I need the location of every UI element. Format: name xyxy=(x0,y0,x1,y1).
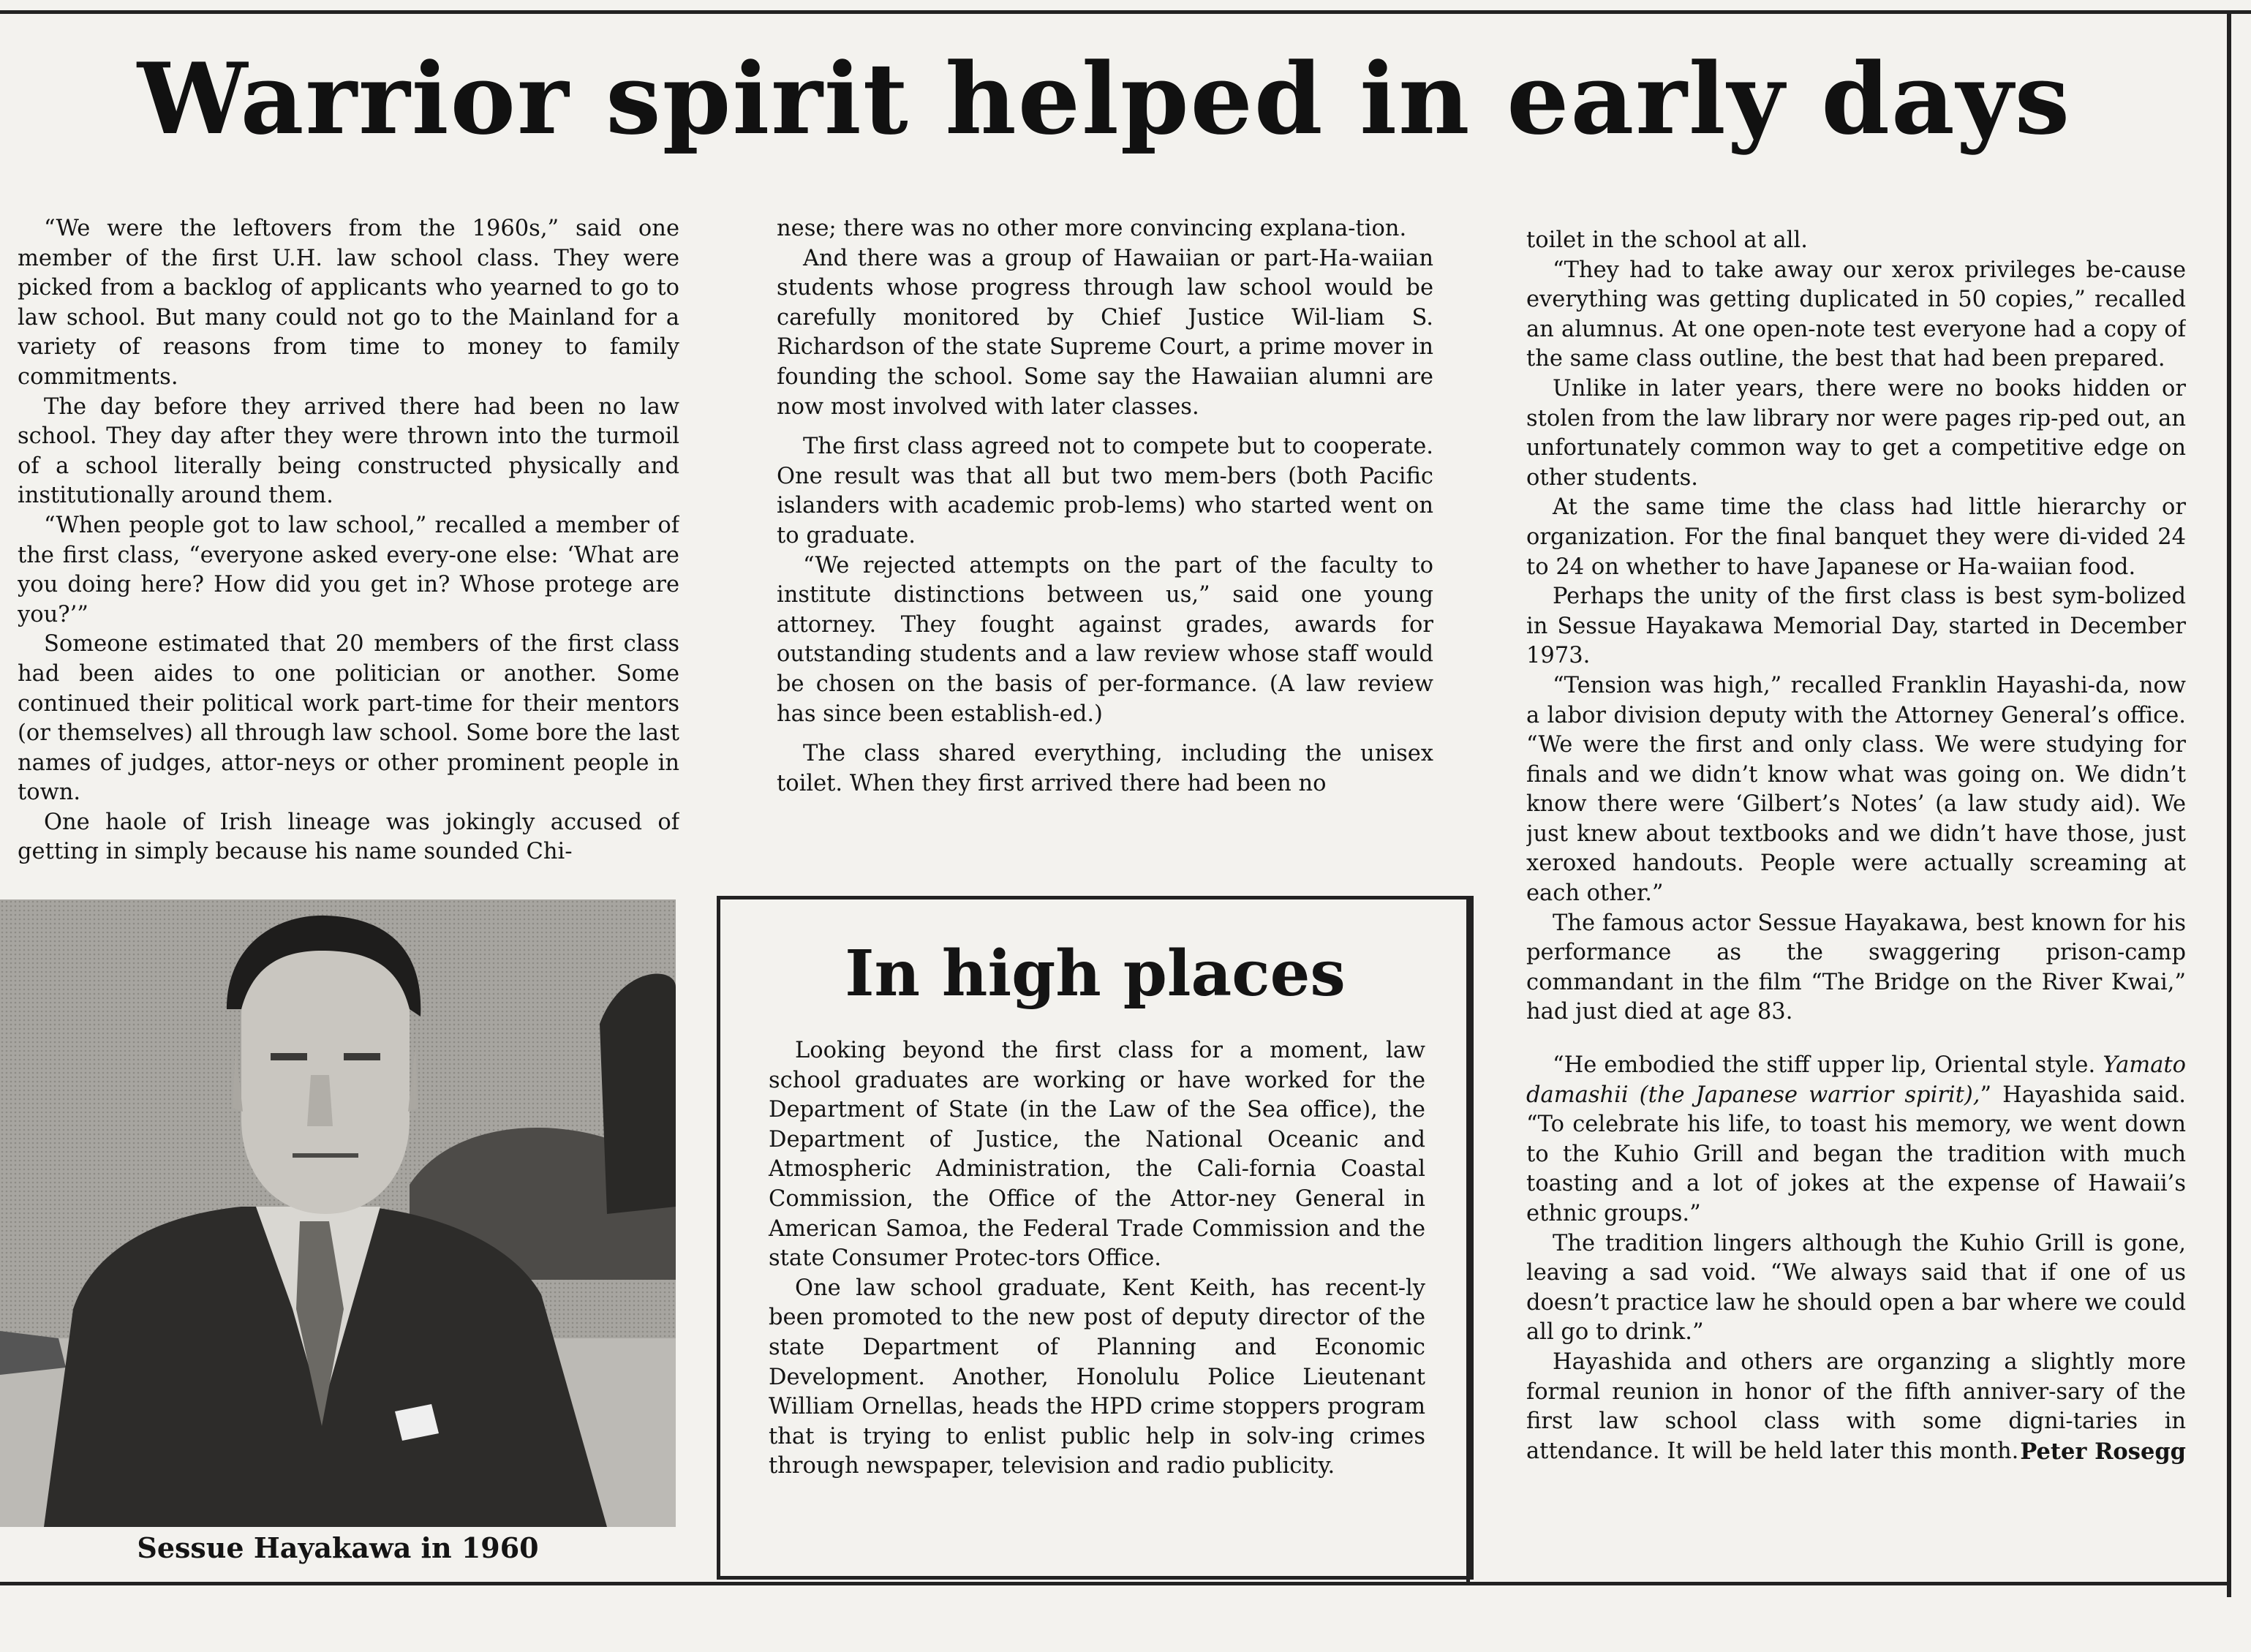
paragraph: Unlike in later years, there were no books hidden or stolen from the law library nor were pages rip-ped out, an unfortunately common way to get a competitive edge on other students. xyxy=(1526,375,2186,491)
right-rule xyxy=(2227,10,2231,1597)
paragraph: nese; there was no other more convincing explana-tion. xyxy=(777,216,1407,241)
paragraph: “They had to take away our xerox privileges be-cause everything was getting duplicated in 50 copies,” recalled an alumnus. At one open-note test everyone had a copy of the same class outline, the best that had been prepared. xyxy=(1526,257,2186,372)
byline: Peter Rosegg xyxy=(2020,1438,2186,1466)
paragraph: Hayashida and others are organzing a slightly more formal reunion in honor of the fifth anniver-sary of the first law school class with some digni-taries in attendance. It will be held later this month. xyxy=(1526,1349,2186,1464)
paragraph: Perhaps the unity of the first class is best sym-bolized in Sessue Hayakawa Memorial Day, started in December 1973. xyxy=(1526,584,2186,669)
sidebar-title: In high places xyxy=(845,937,1346,1011)
article-column-1 xyxy=(18,214,679,872)
paragraph: The first class agreed not to compete but to cooperate. One result was that all but two mem-bers (both Pacific islanders with academic prob-lems) who started went on to graduate. xyxy=(777,434,1433,548)
paragraph: The day before they arrived there had been no law school. They day after they were thrown into the turmoil of a school literally being constructed physically and institutionally around them. xyxy=(18,393,679,509)
quote-italic: Yamato damashii (the Japanese warrior spirit), xyxy=(1526,1052,2186,1108)
article-column-3 xyxy=(1526,226,2186,1586)
article-column-2 xyxy=(777,214,1433,872)
paragraph: One haole of Irish lineage was jokingly accused of getting in simply because his name sounded Chi- xyxy=(18,809,679,865)
photo-caption: Sessue Hayakawa in 1960 xyxy=(137,1531,539,1564)
paragraph: “We were the leftovers from the 1960s,” said one member of the first U.H. law school class. They were picked from a backlog of applicants who yearned to go to law school. But many could not go to the Mainland for a variety of reasons from time to money to family commitments. xyxy=(18,216,679,390)
quote-paragraph xyxy=(1526,1051,2186,1229)
paragraph: Someone estimated that 20 members of the first class had been aides to one politician or another. Some continued their political work part-time for their mentors (or themselves) all through law school. Some bore the last names of judges, attor-neys or other prominent people in town. xyxy=(18,631,679,806)
paragraph: And there was a group of Hawaiian or part-Ha-waiian students whose progress through law school would be carefully monitored by Chief Justice Wil-liam S. Richardson of the state Supreme Court, a prime mover in founding the school. Some say the Hawaiian alumni are now most involved with later classes. xyxy=(777,245,1433,420)
photo-figure xyxy=(0,899,676,1583)
top-rule xyxy=(0,10,2251,14)
quote-intro: “He embodied the stiff upper lip, Oriental style. xyxy=(1553,1052,2096,1079)
portrait-photo xyxy=(0,899,676,1527)
paragraph: The famous actor Sessue Hayakawa, best known for his performance as the swaggering prison-camp commandant in the film “The Bridge on the River Kwai,” had just died at age 83. xyxy=(1526,910,2186,1025)
paragraph: The class shared everything, including the unisex toilet. When they first arrived there had been no xyxy=(777,741,1433,796)
headline: Warrior spirit helped in early days xyxy=(137,41,2072,156)
paragraph: One law school graduate, Kent Keith, has recent-ly been promoted to the new post of deputy director of the state Department of Planning and Economic Development. Another, Honolulu Police Lieutenant William Ornellas, heads the HPD crime stoppers program that is trying to enlist public help in solv-ing crimes through newspaper, television and radio publicity. xyxy=(769,1275,1425,1479)
sidebar-body xyxy=(769,1036,1425,1482)
paragraph: At the same time the class had little hierarchy or organization. For the final banquet they were di-vided 24 to 24 on whether to have Japanese or Ha-waiian food. xyxy=(1526,494,2186,580)
paragraph: toilet in the school at all. xyxy=(1526,227,1808,253)
paragraph: “When people got to law school,” recalled a member of the first class, “everyone asked every-one else: ‘What are you doing here? How did you get in? Whose protege are you?’” xyxy=(18,512,679,627)
paragraph: “We rejected attempts on the part of the faculty to institute distinctions between us,” said one young attorney. They fought against grades, awards for outstanding students and a law review whose staff would be chosen on the basis of per-formance. (A law review has since been establish-ed.) xyxy=(777,552,1433,727)
paragraph: “Tension was high,” recalled Franklin Hayashi-da, now a labor division deputy with the Attorney General’s office. “We were the first and only class. We were studying for finals and we didn’t know what was going on. We didn’t know there were ‘Gilbert’s Notes’ (a law study aid). We just knew about textbooks and we didn’t have those, just xeroxed handouts. People were actually screaming at each other.” xyxy=(1526,672,2186,907)
paragraph: Looking beyond the first class for a moment, law school graduates are working or have worked for the Department of State (in the Law of the Sea office), the Department of Justice, the National Oceanic and Atmospheric Administration, the Cali-fornia Coastal Commission, the Office of the Attor-ney General in American Samoa, the Federal Trade Commission and the state Consumer Protec-tors Office. xyxy=(769,1038,1425,1272)
quote-rest: ” Hayashida said. “To celebrate his life, to toast his memory, we went down to the Kuhio Grill and began the tradition with much toasting and a lot of jokes at the expense of Hawaii’s ethnic groups.” xyxy=(1526,1082,2186,1226)
portrait-illustration xyxy=(0,899,676,1527)
column-rule xyxy=(1466,896,1470,1583)
paragraph: The tradition lingers although the Kuhio Grill is gone, leaving a sad void. “We always said that if one of us doesn’t practice law he should open a bar where we could all go to drink.” xyxy=(1526,1230,2186,1346)
sidebar-box xyxy=(717,896,1474,1580)
